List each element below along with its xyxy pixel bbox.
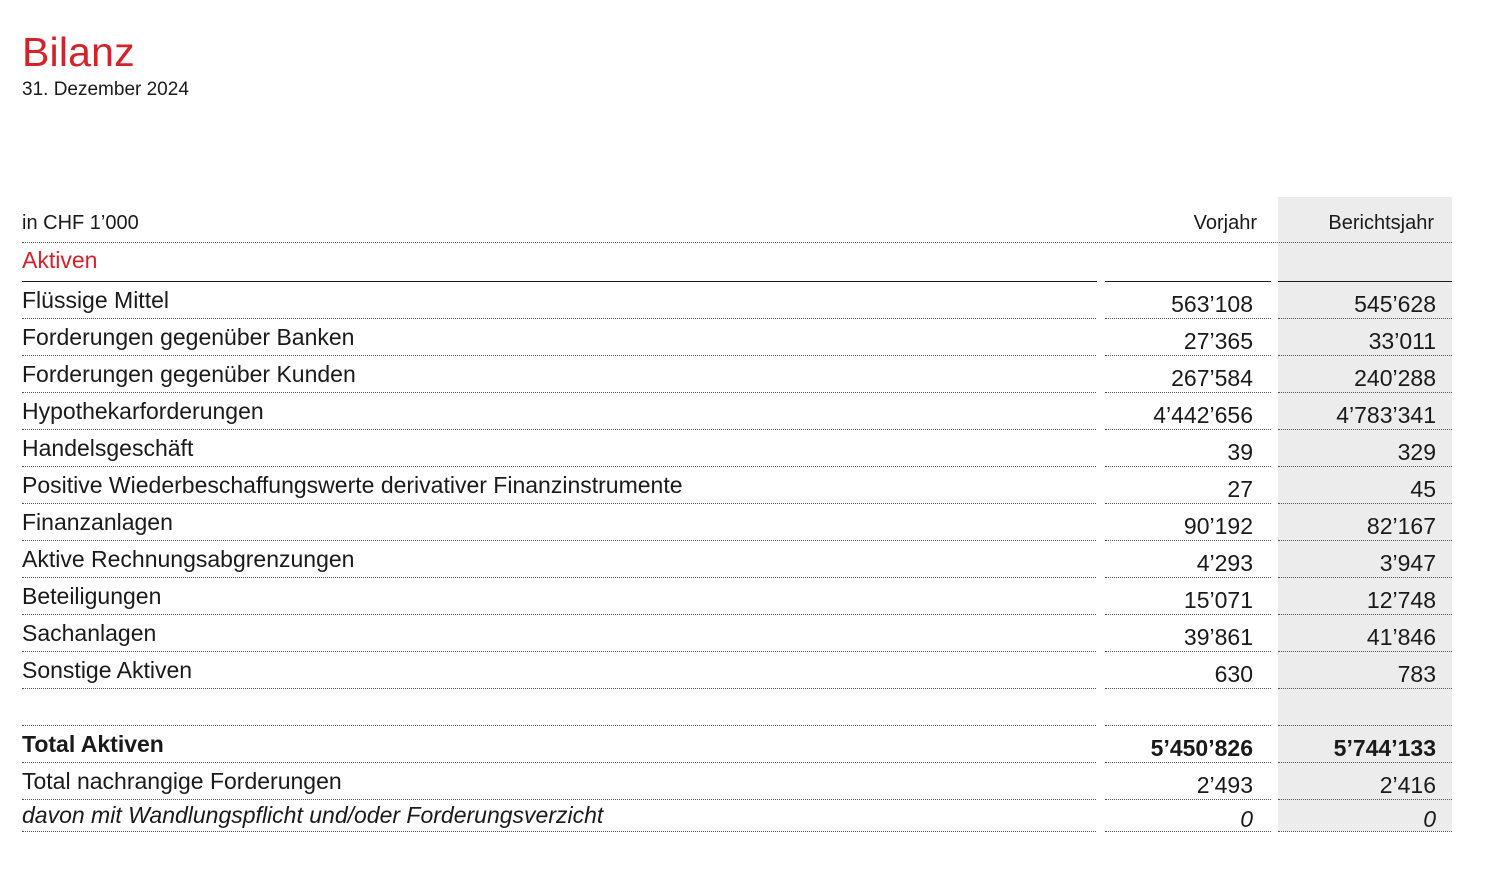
- column-header-previous-year: Vorjahr: [1193, 212, 1257, 234]
- total-value-current: 5’744’133: [1333, 735, 1436, 761]
- row-value-current: 33’011: [1368, 328, 1436, 354]
- section-title-assets: Aktiven: [22, 247, 98, 273]
- page-title: Bilanz: [22, 29, 135, 75]
- table-row: [0, 356, 1486, 393]
- unit-label: in CHF 1’000: [22, 212, 139, 234]
- total-value-previous: 5’450’826: [1150, 735, 1253, 761]
- table-row: [0, 578, 1486, 615]
- row-value-previous: 15’071: [1183, 587, 1253, 613]
- row-value-current: 783: [1397, 661, 1436, 687]
- conversion-value-previous: 0: [1240, 806, 1253, 832]
- table-row: [0, 652, 1486, 689]
- subordinated-row: [0, 763, 1486, 800]
- conversion-value-current: 0: [1423, 806, 1436, 832]
- header-divider: [22, 242, 1452, 243]
- spacer-row: [0, 689, 1486, 726]
- row-value-current: 4’783’341: [1336, 402, 1436, 428]
- row-value-previous: 27: [1227, 476, 1253, 502]
- total-label: Total Aktiven: [22, 731, 164, 757]
- row-label: Aktive Rechnungsabgrenzungen: [22, 546, 355, 572]
- row-label: Flüssige Mittel: [22, 287, 169, 313]
- row-label: Forderungen gegenüber Banken: [22, 324, 355, 350]
- table-row: [0, 393, 1486, 430]
- row-label: Beteiligungen: [22, 583, 162, 609]
- row-value-current: 12’748: [1366, 587, 1436, 613]
- row-value-current: 3’947: [1379, 550, 1436, 576]
- total-row: [0, 726, 1486, 763]
- row-value-current: 329: [1397, 439, 1436, 465]
- table-row: [0, 282, 1486, 319]
- row-value-previous: 267’584: [1171, 365, 1253, 391]
- table-row: [0, 504, 1486, 541]
- row-value-previous: 27’365: [1183, 328, 1253, 354]
- table-row: [0, 541, 1486, 578]
- row-label: Forderungen gegenüber Kunden: [22, 361, 356, 387]
- row-value-current: 240’288: [1354, 365, 1436, 391]
- row-label: Hypothekarforderungen: [22, 398, 264, 424]
- row-label: Positive Wiederbeschaffungswerte derivativer Finanzinstrumente: [22, 472, 683, 498]
- row-value-current: 545’628: [1354, 291, 1436, 317]
- row-value-current: 45: [1410, 476, 1436, 502]
- row-value-current: 82’167: [1366, 513, 1436, 539]
- row-value-previous: 563’108: [1171, 291, 1253, 317]
- row-label: Finanzanlagen: [22, 509, 173, 535]
- column-header-current-year: Berichtsjahr: [1328, 212, 1434, 234]
- row-value-previous: 39’861: [1183, 624, 1253, 650]
- table-row: [0, 615, 1486, 652]
- row-value-previous: 4’442’656: [1153, 402, 1253, 428]
- subordinated-value-current: 2’416: [1379, 772, 1436, 798]
- row-label: Handelsgeschäft: [22, 435, 194, 461]
- table-row: [0, 430, 1486, 467]
- conversion-row: [0, 797, 1486, 832]
- row-label: Sachanlagen: [22, 620, 157, 646]
- row-label: Sonstige Aktiven: [22, 657, 193, 683]
- row-value-previous: 4’293: [1196, 550, 1253, 576]
- subordinated-label: Total nachrangige Forderungen: [22, 768, 342, 794]
- table-row: [0, 467, 1486, 504]
- row-value-previous: 39: [1227, 439, 1253, 465]
- subordinated-value-previous: 2’493: [1196, 772, 1253, 798]
- row-value-previous: 90’192: [1183, 513, 1253, 539]
- row-value-previous: 630: [1214, 661, 1253, 687]
- table-row: [0, 319, 1486, 356]
- report-date: 31. Dezember 2024: [22, 79, 189, 100]
- row-value-current: 41’846: [1366, 624, 1436, 650]
- conversion-label: davon mit Wandlungspflicht und/oder Forderungsverzicht: [22, 802, 604, 828]
